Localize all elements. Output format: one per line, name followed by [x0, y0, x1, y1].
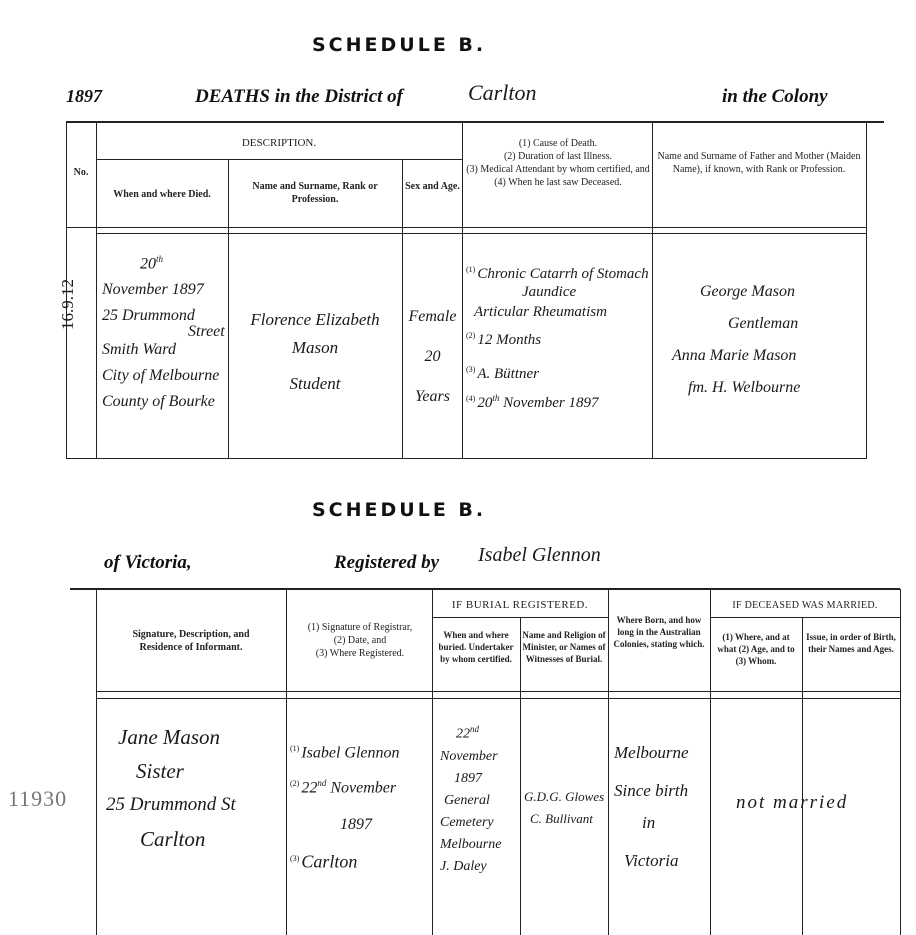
district-name: Carlton: [468, 80, 537, 105]
sex-age: Female 20 Years: [408, 308, 457, 405]
side-number: 11930: [8, 786, 68, 811]
schedule-title-top: SCHEDULE B.: [312, 34, 487, 56]
entry-number: 16.9.12: [58, 279, 77, 330]
header-issue: Issue, in order of Birth, their Names and Ages.: [806, 632, 896, 654]
colony-label: in the Colony: [722, 86, 828, 107]
registered-by-label: Registered by: [334, 552, 440, 573]
header-burial-minister: Name and Religion of Minister, or Names of Witnesses of Burial.: [522, 630, 606, 664]
header-burial-when: When and where buried. Undertaker by whom certified.: [438, 630, 514, 664]
registrar-entry: $^{(1)}$ Isabel Glennon $^{(2)}$ 22nd November 1897 $^{(3)}$ Carlton: [290, 744, 400, 871]
burial-minister: G.D.G. Glowes C. Bullivant: [524, 789, 605, 826]
header-married: IF DECEASED WAS MARRIED.: [732, 600, 878, 611]
header-sex-age: Sex and Age.: [405, 181, 460, 192]
deaths-district-label: DEATHS in the District of: [195, 86, 403, 107]
header-cause: (1) Cause of Death. (2) Duration of last Illness. (3) Medical Attendant by whom certified, and (4) When he last saw Deceased.: [466, 138, 650, 188]
header-name-rank: Name and Surname, Rank or Profession.: [252, 181, 378, 205]
of-victoria-label: of Victoria,: [104, 552, 192, 573]
header-burial: IF BURIAL REGISTERED.: [451, 599, 589, 611]
header-no: No.: [73, 167, 89, 178]
header-married-where: (1) Where, and at what (2) Age, and to (3) Whom.: [717, 632, 795, 666]
parents: George Mason Gentleman Anna Marie Mason fm. H. Welbourne: [672, 283, 801, 396]
informant: Jane Mason Sister 25 Drummond St Carlton: [106, 725, 236, 851]
deceased-name: Florence Elizabeth Mason Student: [250, 310, 380, 393]
header-description: DESCRIPTION.: [241, 137, 317, 149]
header-registrar: (1) Signature of Registrar, (2) Date, and (3) Where Registered.: [307, 622, 413, 659]
died-when-where: 20th November 1897 25 Drummond Street Smith Ward City of Melbourne County of Bourke: [102, 254, 225, 411]
header-informant: Signature, Description, and Residence of Informant.: [132, 629, 250, 653]
header-parents: Name and Surname of Father and Mother (Maiden Name), if known, with Rank or Profession.: [657, 151, 861, 175]
cause-of-death: $^{(1)}$ Chronic Catarrh of Stomach Jaundice Articular Rheumatism $^{(2)}$ 12 Months $^{(3)}$ A. Büttner $^{(4)}$ 20th November 1897: [466, 265, 649, 411]
where-born: Melbourne Since birth in Victoria: [614, 743, 689, 870]
year-label: 1897: [66, 86, 102, 106]
schedule-title-bottom: SCHEDULE B.: [312, 499, 487, 521]
header-when-where: When and where Died.: [113, 189, 211, 200]
registrar-name: Isabel Glennon: [478, 544, 601, 566]
header-born: Where Born, and how long in the Australian Colonies, stating which.: [613, 615, 705, 649]
marriage-status: not married: [736, 792, 849, 813]
burial-when-where: 22nd November 1897 General Cemetery Melbourne J. Daley: [440, 724, 502, 874]
